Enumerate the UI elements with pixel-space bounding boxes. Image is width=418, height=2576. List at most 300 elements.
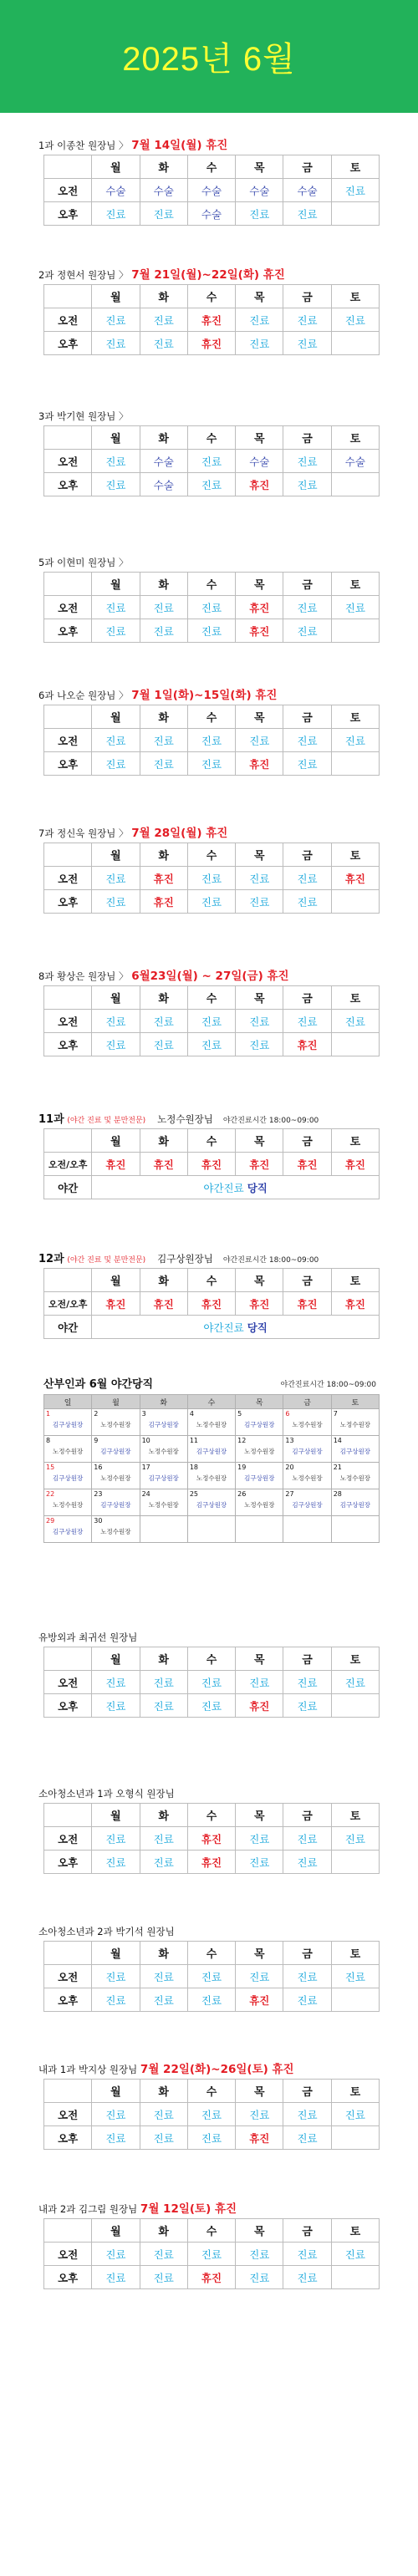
- schedule-cell: 휴진: [331, 1292, 379, 1316]
- day-header-1: 화: [140, 1804, 187, 1827]
- duty-doctor: 김구상원장: [244, 1474, 275, 1482]
- row-pm: [44, 2266, 380, 2289]
- spacer: [0, 355, 418, 407]
- row-night: [44, 1316, 380, 1339]
- schedule-cell: 휴진: [140, 867, 187, 890]
- day-number: 29: [46, 1517, 55, 1525]
- schedule-cell: 진료: [140, 1965, 187, 1988]
- schedule-cell: 진료: [92, 752, 140, 776]
- schedule-cell: 진료: [236, 1033, 283, 1056]
- calendar-day: [44, 1463, 92, 1489]
- schedule-cell: 진료: [236, 2243, 283, 2266]
- duty-doctor: 노정수원장: [244, 1448, 275, 1455]
- schedule-section: [0, 686, 418, 776]
- day-number: 11: [189, 1437, 199, 1444]
- schedule-cell: 수술: [140, 179, 187, 202]
- section-title: [0, 1628, 418, 1647]
- duty-doctor: 김구상원장: [100, 1448, 131, 1455]
- day-header-1: 화: [140, 1129, 187, 1153]
- schedule-table: [43, 1941, 380, 2012]
- page-title: 2025년 6월: [122, 41, 296, 78]
- schedule-cell: 진료: [92, 2243, 140, 2266]
- corner-cell: [44, 1129, 92, 1153]
- schedule-cell: 휴진: [92, 1153, 140, 1176]
- schedule-table: [43, 1647, 380, 1718]
- schedule-cell: 진료: [92, 596, 140, 619]
- schedule-cell: 수술: [92, 179, 140, 202]
- calendar-day: [283, 1516, 331, 1543]
- schedule-cell: 진료: [187, 890, 235, 914]
- day-number: 17: [141, 1464, 150, 1471]
- schedule-cell: [331, 332, 379, 355]
- schedule-cell: 진료: [236, 729, 283, 752]
- schedule-cell: 진료: [187, 2243, 235, 2266]
- schedule-cell: 휴진: [187, 2266, 235, 2289]
- day-header-2: 수: [187, 573, 235, 596]
- section-title: [0, 407, 418, 425]
- day-number: 9: [94, 1437, 99, 1444]
- calendar-week: [44, 1489, 380, 1516]
- day-header-5: 토: [331, 1804, 379, 1827]
- schedule-cell: 휴진: [187, 308, 235, 332]
- day-header-1: 화: [140, 843, 187, 867]
- schedule-cell: 진료: [236, 890, 283, 914]
- schedule-cell: [331, 890, 379, 914]
- night-section: [0, 1250, 418, 1339]
- spacer: [0, 914, 418, 967]
- calendar-day: [44, 1489, 92, 1516]
- schedule-cell: 진료: [187, 729, 235, 752]
- section-title: [0, 553, 418, 572]
- day-header-3: 목: [236, 986, 283, 1010]
- day-header-3: 목: [236, 705, 283, 729]
- day-number: 18: [189, 1464, 199, 1471]
- row-label-am: 오전: [44, 596, 92, 619]
- row-label-pm: 오후: [44, 473, 92, 496]
- section-title: [0, 686, 418, 705]
- specialty-tag: (야간 진료 및 분만전문): [67, 1117, 146, 1125]
- night-text: 야간진료: [203, 1181, 244, 1194]
- calendar-hours: 야간진료시간 18:00~09:00: [280, 1381, 376, 1389]
- day-header-row: [44, 155, 380, 179]
- calendar-week: [44, 1409, 380, 1436]
- day-number: 27: [285, 1490, 294, 1498]
- schedule-cell: 진료: [283, 729, 331, 752]
- section-title: [0, 136, 418, 155]
- schedule-cell: 진료: [140, 619, 187, 643]
- day-header-row: [44, 705, 380, 729]
- schedule-cell: 진료: [236, 2266, 283, 2289]
- day-header-3: 목: [236, 1647, 283, 1671]
- schedule-cell: 진료: [140, 2126, 187, 2150]
- schedule-cell: 진료: [283, 1671, 331, 1694]
- day-number: 24: [141, 1490, 150, 1498]
- row-label-pm: 오후: [44, 2266, 92, 2289]
- row-label-am: 오전: [44, 308, 92, 332]
- day-number: 4: [189, 1410, 194, 1418]
- row-am: [44, 308, 380, 332]
- row-label-night: 야간: [44, 1316, 92, 1339]
- day-header-0: 월: [92, 573, 140, 596]
- duty-doctor: 노정수원장: [196, 1421, 227, 1428]
- holiday-notice: 7월 12일(토) 휴진: [140, 2202, 237, 2216]
- calendar-day: [331, 1463, 379, 1489]
- day-header-row: [44, 1269, 380, 1292]
- day-header-1: 화: [140, 2080, 187, 2103]
- day-header-0: 월: [92, 2080, 140, 2103]
- row-pm: [44, 619, 380, 643]
- schedule-cell: 수술: [283, 179, 331, 202]
- schedule-section: [0, 553, 418, 643]
- spacer: [0, 113, 418, 136]
- schedule-cell: 휴진: [187, 1292, 235, 1316]
- schedule-content: [0, 113, 418, 2289]
- day-header-row: [44, 285, 380, 308]
- schedule-cell: 진료: [283, 308, 331, 332]
- calendar-day: [44, 1409, 92, 1436]
- schedule-cell: 진료: [92, 867, 140, 890]
- schedule-cell: 진료: [236, 1851, 283, 1874]
- spacer: [0, 643, 418, 686]
- schedule-cell: 진료: [92, 1988, 140, 2012]
- day-header-2: 수: [187, 705, 235, 729]
- day-header-2: 수: [187, 1269, 235, 1292]
- schedule-cell: 휴진: [187, 1153, 235, 1176]
- schedule-cell: 진료: [92, 450, 140, 473]
- row-label-pm: 오후: [44, 1988, 92, 2012]
- row-pm: [44, 890, 380, 914]
- schedule-cell: 휴진: [283, 1292, 331, 1316]
- day-header-0: 월: [92, 1804, 140, 1827]
- calendar-day: [331, 1516, 379, 1543]
- day-header-0: 월: [92, 1647, 140, 1671]
- schedule-cell: 진료: [140, 332, 187, 355]
- row-label-am: 오전: [44, 179, 92, 202]
- day-header-0: 월: [92, 426, 140, 450]
- duty-doctor: 노정수원장: [339, 1474, 370, 1482]
- specialty-tag: (야간 진료 및 분만전문): [67, 1256, 146, 1265]
- section-title: [0, 2060, 418, 2079]
- doctor-name: 1과 이종찬 원장님 〉: [38, 140, 129, 151]
- corner-cell: [44, 155, 92, 179]
- night-section: [0, 1110, 418, 1199]
- schedule-table: [43, 985, 380, 1056]
- schedule-cell: 수술: [236, 450, 283, 473]
- doctor-name: 유방외과 최귀선 원장님: [38, 1632, 138, 1643]
- day-header-2: 수: [187, 426, 235, 450]
- holiday-notice: 7월 21일(월)~22일(화) 휴진: [131, 268, 285, 282]
- schedule-cell: 진료: [283, 1694, 331, 1718]
- day-header-0: 월: [92, 986, 140, 1010]
- schedule-section: [0, 2200, 418, 2289]
- calendar-day: [236, 1409, 283, 1436]
- duty-doctor: 김구상원장: [196, 1501, 227, 1509]
- doctor-name: 소아청소년과 2과 박기석 원장님: [38, 1926, 175, 1937]
- doctor-name: 김구상원장님: [157, 1253, 213, 1265]
- doctor-name: 5과 이현미 원장님 〉: [38, 557, 129, 568]
- day-header-3: 목: [236, 573, 283, 596]
- schedule-cell: 휴진: [140, 1153, 187, 1176]
- schedule-cell: 진료: [140, 1010, 187, 1033]
- day-header-row: [44, 1129, 380, 1153]
- schedule-table: [43, 2079, 380, 2150]
- schedule-cell: 진료: [140, 1988, 187, 2012]
- day-header-4: 금: [283, 2080, 331, 2103]
- duty-doctor: 노정수원장: [196, 1474, 227, 1482]
- row-am: [44, 729, 380, 752]
- day-number: 14: [333, 1437, 342, 1444]
- day-header-5: 토: [331, 426, 379, 450]
- calendar-title: [43, 1376, 380, 1394]
- schedule-cell: 진료: [187, 2103, 235, 2126]
- corner-cell: [44, 1942, 92, 1965]
- schedule-cell: 진료: [187, 473, 235, 496]
- corner-cell: [44, 1804, 92, 1827]
- schedule-cell: 진료: [236, 1827, 283, 1851]
- schedule-cell: 진료: [283, 2266, 331, 2289]
- schedule-cell: 진료: [187, 1010, 235, 1033]
- schedule-cell: 진료: [140, 2266, 187, 2289]
- schedule-cell: 진료: [283, 473, 331, 496]
- day-header-2: 수: [187, 1804, 235, 1827]
- schedule-cell: 진료: [236, 2103, 283, 2126]
- row-pm: [44, 1988, 380, 2012]
- day-header-4: 금: [283, 1804, 331, 1827]
- doctor-name: 6과 나오순 원장님 〉: [38, 690, 129, 701]
- schedule-cell: 진료: [140, 2243, 187, 2266]
- schedule-cell: 진료: [331, 2243, 379, 2266]
- schedule-cell: 진료: [140, 1851, 187, 1874]
- day-header-4: 금: [283, 573, 331, 596]
- day-number: 3: [141, 1410, 146, 1418]
- night-hours: 야간진료시간 18:00~09:00: [222, 1256, 319, 1265]
- day-header-1: 화: [140, 705, 187, 729]
- weekday-5: 금: [283, 1395, 331, 1409]
- calendar-table: [43, 1394, 380, 1543]
- day-header-5: 토: [331, 573, 379, 596]
- row-label-am: 오전: [44, 1827, 92, 1851]
- duty-doctor: 노정수원장: [53, 1501, 84, 1509]
- day-header-5: 토: [331, 986, 379, 1010]
- day-header-3: 목: [236, 1269, 283, 1292]
- calendar-day: [331, 1409, 379, 1436]
- calendar-day: [283, 1489, 331, 1516]
- schedule-cell: 진료: [187, 450, 235, 473]
- doctor-name: 내과 2과 김그림 원장님: [38, 2203, 138, 2215]
- schedule-cell: 진료: [283, 332, 331, 355]
- schedule-cell: 진료: [331, 1827, 379, 1851]
- row-label-am: 오전: [44, 1671, 92, 1694]
- schedule-table: [43, 572, 380, 643]
- holiday-notice: 6월23일(월) ~ 27일(금) 휴진: [131, 970, 289, 983]
- row-am: [44, 2243, 380, 2266]
- schedule-table: [43, 843, 380, 914]
- row-am: [44, 596, 380, 619]
- doctor-name: 7과 정신욱 원장님 〉: [38, 827, 129, 839]
- schedule-cell: 진료: [331, 2103, 379, 2126]
- schedule-cell: 휴진: [140, 1292, 187, 1316]
- schedule-cell: 진료: [187, 596, 235, 619]
- day-header-0: 월: [92, 843, 140, 867]
- schedule-cell: 휴진: [236, 473, 283, 496]
- schedule-cell: 진료: [140, 752, 187, 776]
- schedule-table: [43, 705, 380, 776]
- holiday-notice: 7월 22일(화)~26일(토) 휴진: [140, 2063, 294, 2076]
- day-header-5: 토: [331, 2080, 379, 2103]
- schedule-cell: 진료: [187, 752, 235, 776]
- schedule-cell: 진료: [331, 1010, 379, 1033]
- night-duty: 당직: [247, 1181, 268, 1194]
- schedule-section: [0, 824, 418, 914]
- weekday-3: 수: [187, 1395, 235, 1409]
- duty-doctor: 김구상원장: [196, 1448, 227, 1455]
- schedule-cell: [331, 1851, 379, 1874]
- duty-doctor: 김구상원장: [53, 1474, 84, 1482]
- corner-cell: [44, 705, 92, 729]
- duty-doctor: 김구상원장: [148, 1474, 179, 1482]
- clinic-number: 12과: [38, 1253, 64, 1265]
- row-pm: [44, 473, 380, 496]
- corner-cell: [44, 1647, 92, 1671]
- day-header-2: 수: [187, 155, 235, 179]
- row-pm: [44, 1851, 380, 1874]
- calendar-day: [331, 1489, 379, 1516]
- calendar-day: [236, 1463, 283, 1489]
- day-header-5: 토: [331, 1269, 379, 1292]
- spacer: [0, 1874, 418, 1922]
- duty-doctor: 김구상원장: [53, 1421, 84, 1428]
- schedule-cell: 진료: [283, 1988, 331, 2012]
- schedule-cell: 진료: [331, 1965, 379, 1988]
- calendar-weekday-row: [44, 1395, 380, 1409]
- day-number: 25: [189, 1490, 199, 1498]
- duty-doctor: 김구상원장: [148, 1421, 179, 1428]
- schedule-cell: 진료: [92, 729, 140, 752]
- row-label-ampm: 오전/오후: [44, 1292, 92, 1316]
- schedule-table: [43, 155, 380, 226]
- schedule-cell: [331, 752, 379, 776]
- calendar-week: [44, 1463, 380, 1489]
- corner-cell: [44, 426, 92, 450]
- schedule-cell: 휴진: [236, 752, 283, 776]
- duty-doctor: 노정수원장: [292, 1421, 323, 1428]
- schedule-cell: 진료: [236, 308, 283, 332]
- calendar-day: [140, 1409, 187, 1436]
- day-number: 21: [333, 1464, 342, 1471]
- schedule-table: [43, 1268, 380, 1339]
- day-header-3: 목: [236, 426, 283, 450]
- duty-doctor: 노정수원장: [53, 1448, 84, 1455]
- section-title: [0, 1784, 418, 1803]
- row-pm: [44, 202, 380, 226]
- duty-doctor: 김구상원장: [100, 1501, 131, 1509]
- calendar-day: [140, 1436, 187, 1463]
- duty-doctor: 김구상원장: [339, 1448, 370, 1455]
- day-header-4: 금: [283, 1647, 331, 1671]
- day-number: 13: [285, 1437, 294, 1444]
- schedule-cell: 진료: [236, 332, 283, 355]
- corner-cell: [44, 1269, 92, 1292]
- schedule-cell: 수술: [140, 450, 187, 473]
- schedule-table: [43, 1803, 380, 1874]
- night-text: 야간진료: [203, 1321, 244, 1334]
- weekday-2: 화: [140, 1395, 187, 1409]
- holiday-notice: 7월 14일(월) 휴진: [131, 139, 228, 152]
- row-am: [44, 867, 380, 890]
- day-header-row: [44, 1804, 380, 1827]
- weekday-1: 월: [92, 1395, 140, 1409]
- schedule-cell: 진료: [187, 1033, 235, 1056]
- day-header-5: 토: [331, 1647, 379, 1671]
- day-number: 28: [333, 1490, 342, 1498]
- row-night: [44, 1176, 380, 1199]
- day-header-4: 금: [283, 155, 331, 179]
- schedule-cell: 진료: [283, 867, 331, 890]
- schedule-cell: 진료: [331, 179, 379, 202]
- day-header-5: 토: [331, 705, 379, 729]
- schedule-cell: 진료: [331, 596, 379, 619]
- calendar-day: [236, 1489, 283, 1516]
- row-am: [44, 1827, 380, 1851]
- row-label-pm: 오후: [44, 619, 92, 643]
- schedule-cell: 휴진: [236, 1153, 283, 1176]
- day-header-5: 토: [331, 1942, 379, 1965]
- duty-doctor: 노정수원장: [100, 1474, 131, 1482]
- day-header-1: 화: [140, 155, 187, 179]
- schedule-cell: 수술: [187, 179, 235, 202]
- day-header-4: 금: [283, 705, 331, 729]
- day-header-4: 금: [283, 285, 331, 308]
- calendar-day: [92, 1489, 140, 1516]
- schedule-cell: 진료: [236, 202, 283, 226]
- day-number: 7: [333, 1410, 338, 1418]
- day-header-row: [44, 1647, 380, 1671]
- section-title: [0, 266, 418, 284]
- day-number: 15: [46, 1464, 55, 1471]
- day-header-5: 토: [331, 155, 379, 179]
- weekday-0: 일: [44, 1395, 92, 1409]
- schedule-table: [43, 425, 380, 496]
- schedule-cell: 진료: [92, 1694, 140, 1718]
- row-label-am: 오전: [44, 2243, 92, 2266]
- calendar-day: [236, 1516, 283, 1543]
- schedule-cell: 진료: [140, 1033, 187, 1056]
- schedule-cell: 진료: [92, 473, 140, 496]
- calendar-day: [92, 1463, 140, 1489]
- doctor-name: 소아청소년과 1과 오형식 원장님: [38, 1788, 175, 1800]
- schedule-cell: 진료: [140, 2103, 187, 2126]
- schedule-cell: 진료: [92, 308, 140, 332]
- night-duty: 당직: [247, 1321, 268, 1334]
- day-header-0: 월: [92, 285, 140, 308]
- corner-cell: [44, 573, 92, 596]
- schedule-cell: 휴진: [331, 867, 379, 890]
- doctor-name: 8과 황상은 원장님 〉: [38, 970, 129, 982]
- row-pm: [44, 1033, 380, 1056]
- day-header-0: 월: [92, 1942, 140, 1965]
- calendar-day: [44, 1436, 92, 1463]
- schedule-cell: 수술: [236, 179, 283, 202]
- schedule-cell: [331, 1988, 379, 2012]
- day-header-0: 월: [92, 705, 140, 729]
- schedule-cell: [331, 2266, 379, 2289]
- row-label-am: 오전: [44, 729, 92, 752]
- schedule-cell: 진료: [92, 2266, 140, 2289]
- section-title: [0, 1922, 418, 1941]
- duty-doctor: 김구상원장: [244, 1421, 275, 1428]
- doctor-name: 2과 정현서 원장님 〉: [38, 269, 129, 281]
- day-number: 23: [94, 1490, 103, 1498]
